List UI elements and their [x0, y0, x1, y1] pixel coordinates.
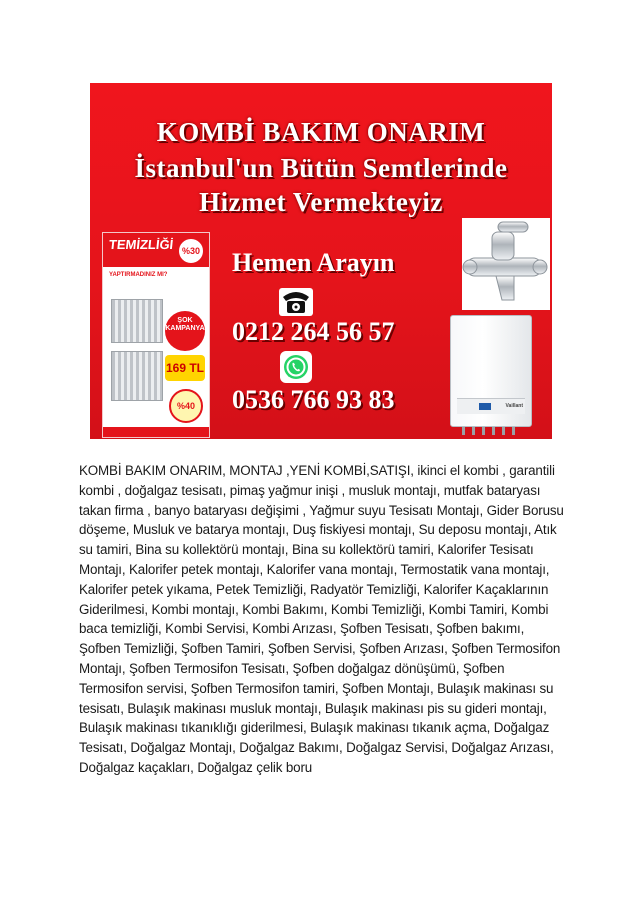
radiator-image: [111, 351, 163, 401]
service-description-paragraph: KOMBİ BAKIM ONARIM, MONTAJ ,YENİ KOMBİ,SATIŞI, ikinci el kombi , garantili kombi , doğalgaz tesisatı, pimaş yağmur inişi , musluk montajı, mutfak bataryası takan firma , banyo bataryası değişimi , Yağmur suyu Tesisatı Montajı, Gider Borusu döşeme, Musluk ve batarya montajı, Duş fiskiyesi montajı, Su deposu montajı, Atık su tamiri, Bina su kollektörü montajı, Bina su kollektörü tamiri, Kalorifer Tesisatı Montajı, Kalorifer petek montajı, Kalorifer vana montajı, Termostatik vana montajı, Kalorifer petek yıkama, Petek Temizliği, Radyatör Temizliği, Kalorifer Kaçaklarının Giderilmesi, Kombi montajı, Kombi Bakımı, Kombi Temizliği, Kombi Tamiri, Kombi baca temizliği, Kombi Servisi, Kombi Arızası, Şofben Tesisatı, Şofben bakımı, Şofben Temizliği, Şofben Tamiri, Şofben Servisi, Şofben Arızası, Şofben Termosifon Montajı, Şofben Termosifon Tesisatı, Şofben doğalgaz dönüşümü, Şofben Termosifon servisi, Şofben Termosifon tamiri, Şofben Montajı, Bulaşık makinası su tesisatı, Bulaşık makinası musluk montajı, Bulaşık makinası pis su gideri montajı, Bulaşık makinası tıkanıklığı giderilmesi, Bulaşık makinası tıkanık açma, Doğalgaz Tesisatı, Doğalgaz Montajı, Doğalgaz Bakımı, Doğalgaz Servisi, Doğalgaz Arızası, Doğalgaz kaçakları, Doğalgaz çelik boru: [79, 463, 564, 775]
boiler-pipes: [462, 427, 522, 435]
boiler-display: [479, 403, 491, 410]
landline-phone-number: 0212 264 56 57: [232, 317, 395, 346]
banner-red-background: [90, 83, 552, 439]
poster-header: [103, 233, 209, 267]
banner-subtitle-line2: Hizmet Vermekteyiz: [199, 187, 443, 217]
radiator-image: [111, 299, 163, 343]
cleaning-campaign-poster: [102, 232, 210, 438]
call-now-label: Hemen Arayın: [232, 248, 395, 277]
ad-banner-image: [84, 77, 558, 445]
mobile-phone-number: 0536 766 93 83: [232, 385, 395, 414]
boiler-brand-label: Vaillant: [505, 403, 523, 409]
banner-title: KOMBİ BAKIM ONARIM: [156, 117, 486, 147]
price-badge: 169 TL: [165, 355, 205, 381]
poster-subtitle: YAPTIRMADINIZ MI?: [109, 272, 168, 278]
faucet-image: [462, 218, 550, 310]
poster-footer: [103, 427, 209, 437]
telephone-icon: [278, 287, 314, 317]
campaign-badge: ŞOK KAMPANYA: [165, 311, 205, 351]
discount-badge-bottom: %40: [169, 389, 203, 423]
boiler-image: [450, 315, 532, 427]
discount-badge-top: %30: [177, 237, 205, 265]
poster-title: TEMİZLİĞİ: [108, 237, 175, 252]
whatsapp-icon: [280, 351, 312, 383]
banner-subtitle-line1: İstanbul'un Bütün Semtlerinde: [134, 153, 508, 183]
